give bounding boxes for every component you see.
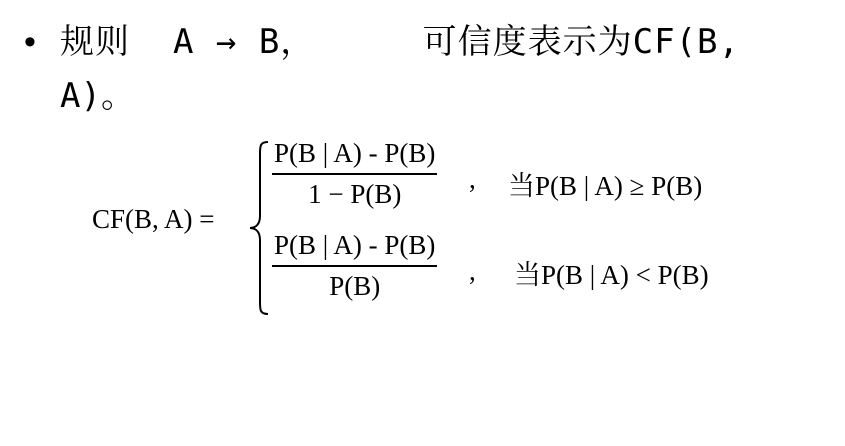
rule-statement-continuation: A)。 (60, 76, 135, 116)
case1-fraction (272, 138, 437, 210)
rule-statement: 规则 A → B， 可信度表示为CF(B, (60, 22, 740, 62)
case1-comma: , (469, 164, 476, 194)
bullet-marker: • (24, 23, 37, 61)
case2-fraction (272, 230, 437, 302)
case2-condition: 当P(B | A) < P(B) (514, 260, 709, 290)
case2-denominator: P(B) (329, 271, 381, 301)
case2-comma: , (469, 256, 476, 286)
bullet-item (24, 18, 824, 66)
case1-denominator: 1 − P(B) (308, 179, 402, 209)
case2-numerator: P(B | A) - P(B) (274, 230, 436, 260)
left-brace-icon (248, 138, 272, 318)
case1-condition: 当P(B | A) ≥ P(B) (508, 171, 703, 201)
case1-numerator: P(B | A) - P(B) (274, 138, 436, 168)
formula-lhs: CF(B, A) = (92, 204, 215, 234)
